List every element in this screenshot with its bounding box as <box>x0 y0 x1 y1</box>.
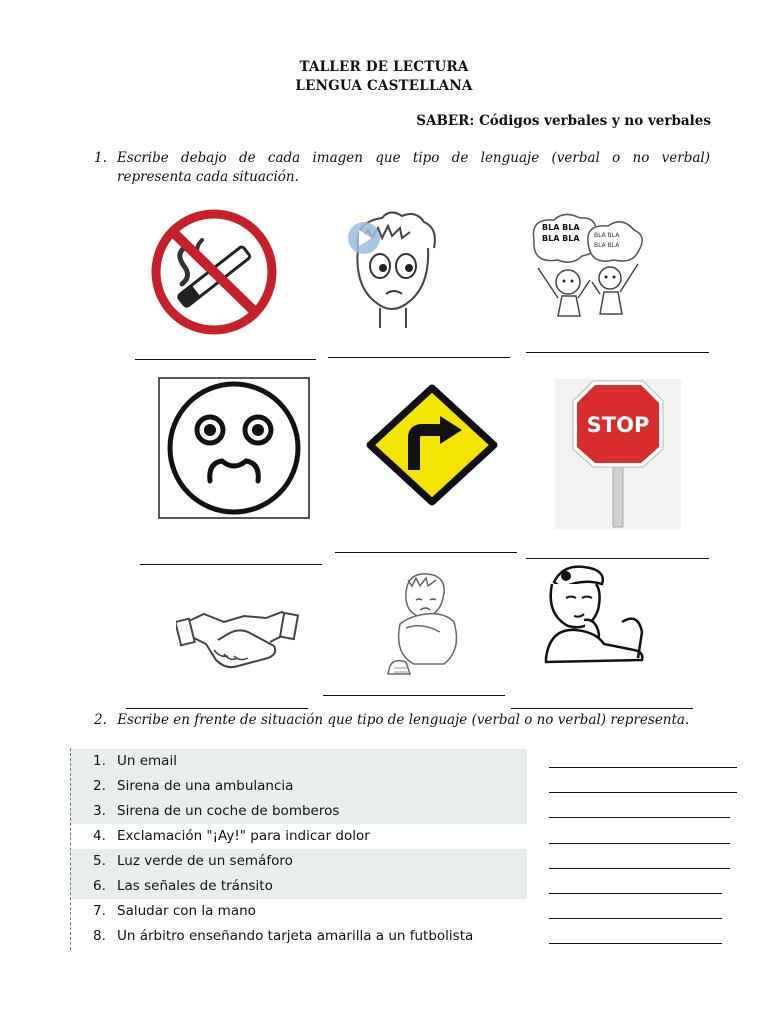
list-item <box>71 799 527 824</box>
list-item <box>71 749 527 774</box>
speech-big-text-2: BLA BLA <box>542 234 580 243</box>
answer-line-item-4[interactable] <box>549 843 730 844</box>
answer-line-image-5[interactable] <box>335 552 517 553</box>
list-item-text: Saludar con la mano <box>117 903 256 919</box>
list-item-number: 8. <box>93 928 106 944</box>
answer-line-image-6[interactable] <box>526 558 709 559</box>
saber-text: Códigos verbales y no verbales <box>479 113 711 129</box>
answer-line-item-1[interactable] <box>549 767 737 768</box>
worried-boy-image <box>340 208 444 330</box>
list-item-text: Un árbitro enseñando tarjeta amarilla a un futbolista <box>117 928 474 944</box>
answer-line-item-7[interactable] <box>549 918 722 919</box>
sick-face-image <box>158 377 310 519</box>
worksheet-title: TALLER DE LECTURA <box>299 59 469 75</box>
answer-line-item-5[interactable] <box>549 868 730 869</box>
list-item-number: 3. <box>93 803 106 819</box>
svg-text:BLA BLA: BLA BLA <box>594 232 620 239</box>
list-item-number: 1. <box>93 753 106 769</box>
answer-line-image-1[interactable] <box>135 359 316 360</box>
answer-line-item-6[interactable] <box>549 893 722 894</box>
list-item-text: Un email <box>117 753 177 769</box>
sad-kid-sitting-image <box>384 570 468 678</box>
list-item-text: Sirena de un coche de bomberos <box>117 803 340 819</box>
stop-sign-text: STOP <box>586 413 650 437</box>
situation-list <box>70 748 527 950</box>
question-1-text-line-2: representa cada situación. <box>117 169 299 185</box>
list-item <box>71 924 527 949</box>
speech-big-text-1: BLA BLA <box>542 223 580 232</box>
answer-line-item-3[interactable] <box>549 817 730 818</box>
list-item <box>71 824 527 849</box>
list-item-number: 6. <box>93 878 106 894</box>
answer-line-item-2[interactable] <box>549 792 737 793</box>
list-item-text: Sirena de una ambulancia <box>117 778 294 794</box>
saber-heading <box>416 113 711 129</box>
answer-line-item-8[interactable] <box>549 943 722 944</box>
question-1-text-line-1: Escribe debajo de cada imagen que tipo de lenguaje (verbal o no verbal) <box>117 150 710 166</box>
list-item <box>71 874 527 899</box>
list-item-text: Luz verde de un semáforo <box>117 853 293 869</box>
answer-line-image-3[interactable] <box>526 352 709 353</box>
list-item <box>71 774 527 799</box>
question-1-number: 1. <box>94 150 107 166</box>
answer-line-image-9[interactable] <box>511 708 693 709</box>
question-1 <box>94 149 710 187</box>
svg-text:BLA BLA: BLA BLA <box>594 242 620 249</box>
stop-sign-image <box>555 379 681 529</box>
list-item <box>71 849 527 874</box>
turn-right-sign-image <box>366 384 498 506</box>
worksheet-subject: LENGUA CASTELLANA <box>295 78 473 94</box>
list-item-number: 4. <box>93 828 106 844</box>
list-item-text: Las señales de tránsito <box>117 878 273 894</box>
answer-line-image-8[interactable] <box>323 695 505 696</box>
no-smoking-sign-image <box>146 208 282 336</box>
list-item <box>71 899 527 924</box>
list-item-number: 5. <box>93 853 106 869</box>
saber-label: SABER: <box>416 113 475 129</box>
question-2 <box>94 711 734 730</box>
question-2-text: Escribe en frente de situación que tipo de lenguaje (verbal o no verbal) representa. <box>117 712 690 728</box>
bored-boy-image <box>544 562 648 670</box>
list-item-text: Exclamación "¡Ay!" para indicar dolor <box>117 828 370 844</box>
answer-line-image-4[interactable] <box>140 564 322 565</box>
list-item-number: 7. <box>93 903 106 919</box>
question-2-number: 2. <box>94 712 107 728</box>
answer-line-image-2[interactable] <box>328 357 510 358</box>
handshake-image <box>176 600 302 674</box>
list-item-number: 2. <box>93 778 106 794</box>
answer-line-image-7[interactable] <box>126 708 308 709</box>
speech-bubbles-image <box>528 212 646 320</box>
